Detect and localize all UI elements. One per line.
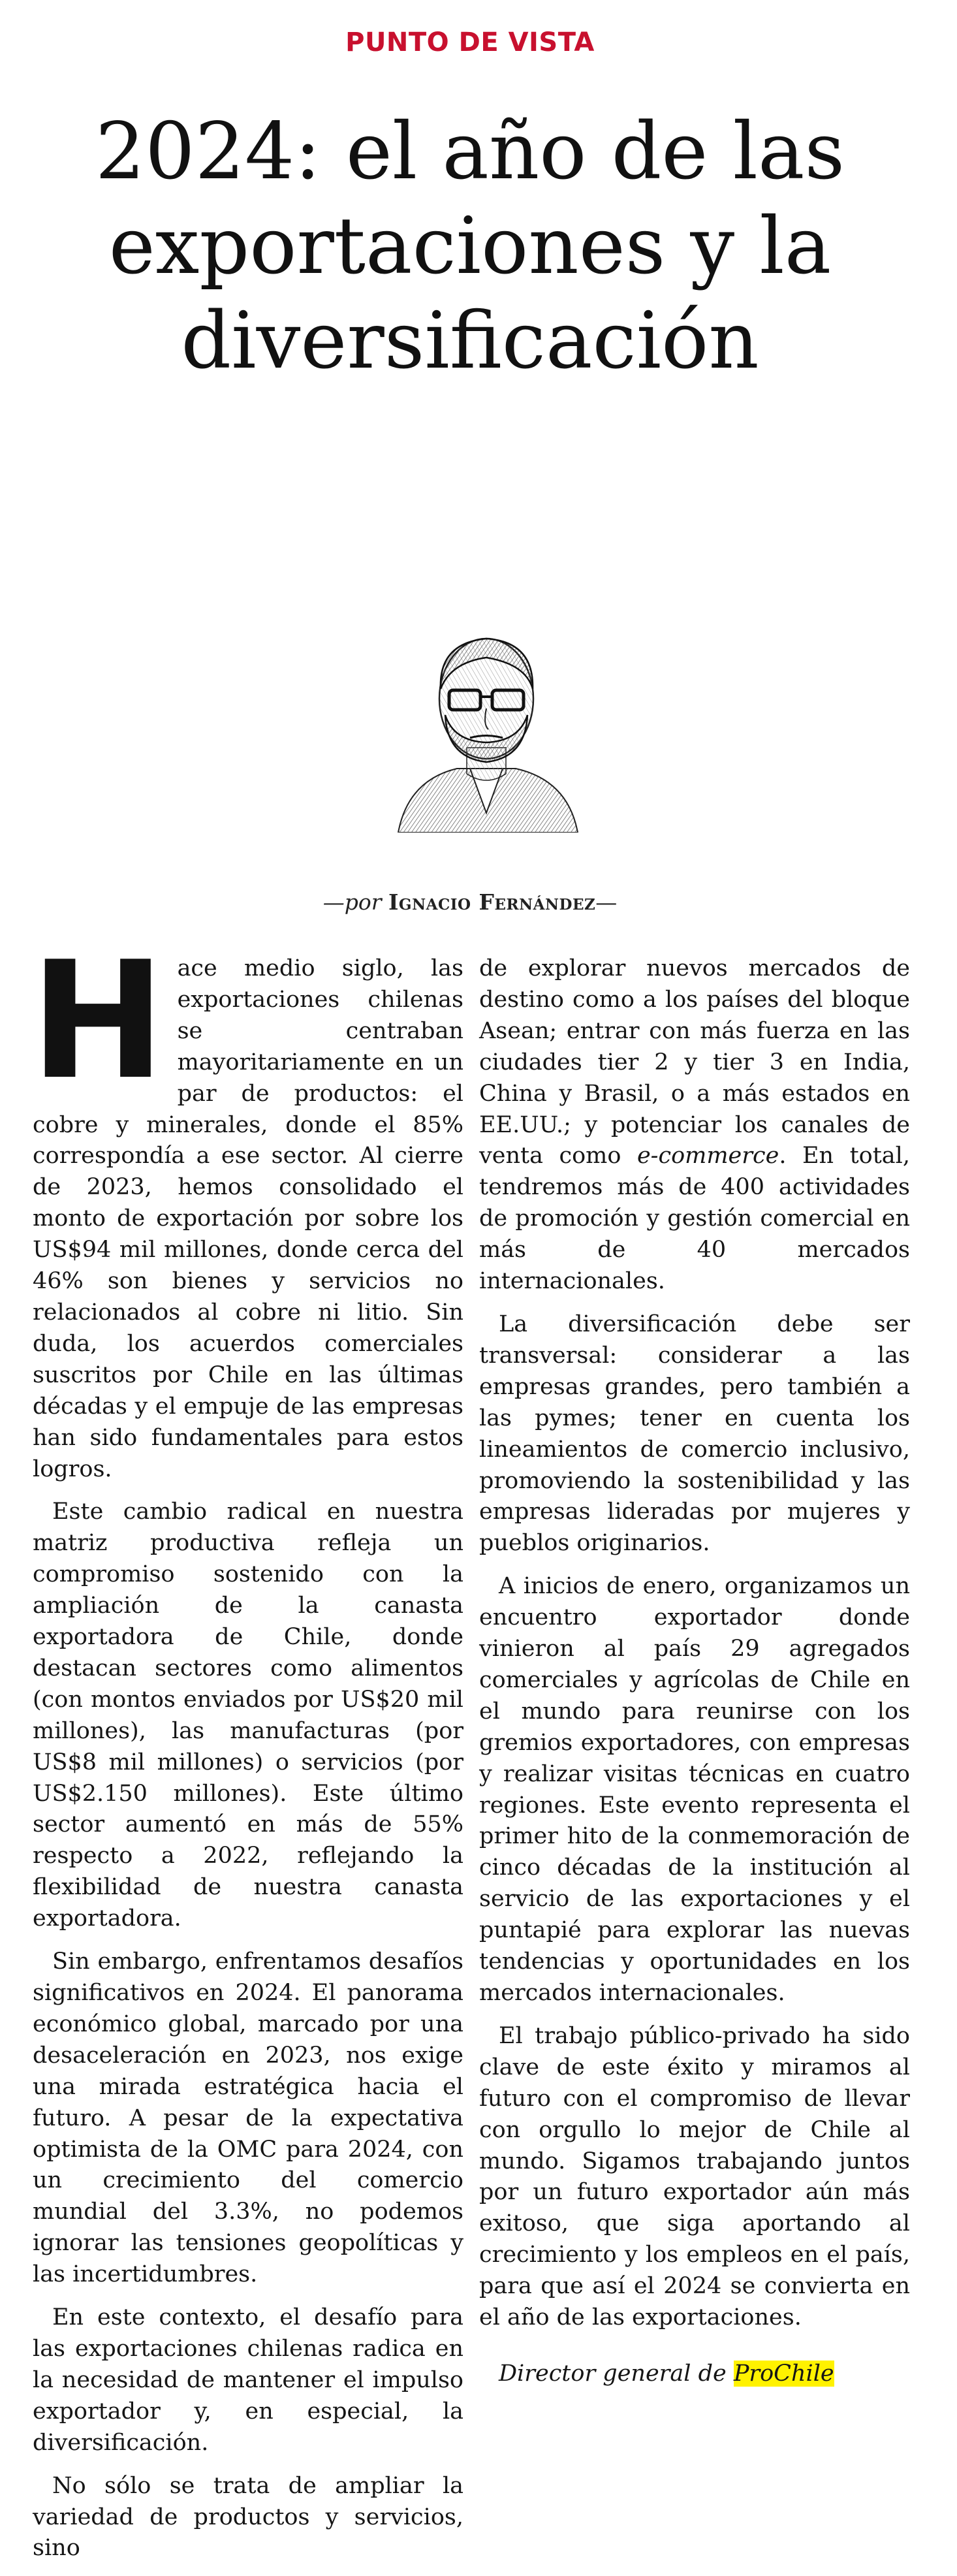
paragraph-5-text-b: . En total, tendremos más de 400 actividades de promoción y gestión comercial en más de 40 mercados internacionales. xyxy=(479,1143,910,1295)
byline-suffix: — xyxy=(595,889,618,915)
paragraph-4: En este contexto, el desafío para las exportaciones chilenas radica en la necesidad de mantener el impulso exportador y, en especial, la diversificación. xyxy=(33,2304,463,2456)
paragraph-5: No sólo se trata de ampliar la variedad de productos y servicios, sino xyxy=(33,2472,463,2562)
drop-cap: H xyxy=(30,927,166,1115)
author-portrait-illustration xyxy=(379,617,594,833)
author-signature xyxy=(479,2359,910,2390)
paragraph-6: La diversificación debe ser transversal: considerar a las empresas grandes, pero también a las pymes; tener en cuenta los lineamientos de comercio inclusivo, promoviendo la sostenibilidad y las empresas lideradas por mujeres y pueblos originarios. xyxy=(479,1311,910,1557)
article-column-left xyxy=(30,927,463,2576)
paragraph-1-text: ace medio siglo, las exportaciones chilenas se centraban mayoritariamente en un par de productos: el cobre y minerales, donde el 85% correspondía a ese sector. Al cierre de 2023, hemos consolidado el monto de exportación por sobre los US$94 mil millones, donde cerca del 46% son bienes y servicios no relacionados al cobre ni litio. Sin duda, los acuerdos comerciales suscritos por Chile en las últimas décadas y el empuje de las empresas han sido fundamentales para estos logros. xyxy=(33,955,463,1482)
paragraph-3: Sin embargo, enfrentamos desafíos significativos en 2024. El panorama económico global, marcado por una desaceleración en 2023, nos exige una mirada estratégica hacia el futuro. A pesar de la expectativa optimista de la OMC para 2024, con un crecimiento del comercio mundial del 3.3%, no podemos ignorar las tensiones geopolíticas y las incertidumbres. xyxy=(33,1948,463,2288)
signature-title: Director general de xyxy=(499,2360,734,2387)
headline xyxy=(0,104,940,389)
headline-line-3: diversificación xyxy=(181,296,759,387)
paragraph-5-emphasis: e-commerce xyxy=(636,1143,779,1169)
paragraph-7: A inicios de enero, organizamos un encuentro exportador donde vinieron al país 29 agregados comerciales y agrícolas de Chile en el mundo para reunirse con los gremios exportadores, con empresas y realizar visitas técnicas en cuatro regiones. Este evento representa el primer hito de la conmemoración de cinco décadas de la institución al servicio de las exportaciones y el puntapié para explorar las nuevas tendencias y oportunidades en los mercados internacionales. xyxy=(479,1573,910,2006)
paragraph-8: El trabajo público-privado ha sido clave de este éxito y miramos al futuro con el compromiso de llevar con orgullo lo mejor de Chile al mundo. Sigamos trabajando juntos por un futuro exportador aún más exitoso, que siga aportando al crecimiento y los empleos en el país, para que así el 2024 se convierta en el año de las exportaciones. xyxy=(479,2022,910,2331)
paragraph-1 xyxy=(30,927,463,1485)
author-name: Ignacio Fernández xyxy=(388,889,596,915)
headline-line-1: 2024: el año de las xyxy=(95,106,845,197)
paragraph-5-text-a: de explorar nuevos mercados de destino como a los países del bloque Asean; entrar con más fuerza en las ciudades tier 2 y tier 3 en India, China y Brasil, o a más estados en EE.UU.; y potenciar los canales de venta como xyxy=(479,955,910,1169)
byline xyxy=(0,889,940,915)
paragraph-5-continued xyxy=(479,953,910,1297)
byline-prefix: —por xyxy=(322,889,382,915)
signature-organization: ProChile xyxy=(733,2360,834,2387)
section-kicker: PUNTO DE VISTA xyxy=(345,27,595,57)
article-column-right xyxy=(479,953,910,2402)
headline-line-2: exportaciones y la xyxy=(108,201,832,292)
paragraph-2: Este cambio radical en nuestra matriz productiva refleja un compromiso sostenido con la ampliación de la canasta exportadora de Chile, donde destacan sectores como alimentos (con montos enviados por US$20 mil millones), las manufacturas (por US$8 mil millones) o servicios (por US$2.150 millones). Este último sector aumentó en más de 55% respecto a 2022, reflejando la flexibilidad de nuestra canasta exportadora. xyxy=(33,1499,463,1932)
